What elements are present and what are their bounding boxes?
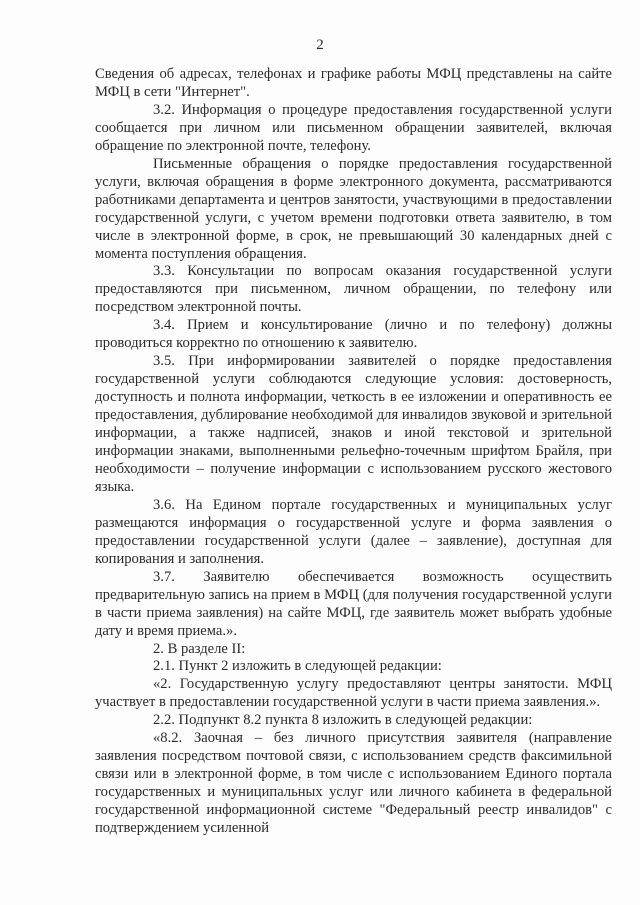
paragraph-3-4: 3.4. Прием и консультирование (лично и по телефону) должны проводиться корректно по отношению к заявителю. (95, 317, 612, 352)
paragraph-3-6: 3.6. На Едином портале государственных и муниципальных услуг размещаются информация о государственной услуге и форма заявления о предоставлении государственной услуги (далее – заявление), доступная для копирования и заполнения. (95, 496, 612, 567)
paragraph-item-2-text: «2. Государственную услугу предоставляют центры занятости. МФЦ участвует в предоставлении государственной услуги в части приема заявления.». (95, 676, 612, 711)
paragraph-3-5: 3.5. При информировании заявителей о порядке предоставления государственной услуги соблюдаются следующие условия: достоверность, доступность и полнота информации, четкость в ее изложении и оперативность ее предоставления, дублирование необходимой для инвалидов звуковой и зрительной информации, а также надписей, знаков и иной текстовой и зрительной информации знаками, выполненными рельефно-точечным шрифтом Брайля, при необходимости – получение информации с использованием русского жестового языка. (95, 353, 612, 495)
paragraph-section-2: 2. В разделе II: (153, 640, 246, 657)
paragraph-3-2: 3.2. Информация о процедуре предоставления государственной услуги сообщается при личном или письменном обращении заявителей, включая обращение по электронной почте, телефону. (95, 101, 612, 154)
paragraph-3-3: 3.3. Консультации по вопросам оказания государственной услуги предоставляются при письменном, личном обращении, по телефону или посредством электронной почты. (95, 263, 612, 316)
document-body (95, 66, 612, 838)
paragraph-written-requests: Письменные обращения о порядке предоставления государственной услуги, включая обращения в форме электронного документа, рассматриваются работниками департамента и центров занятости, участвующими в предоставлении государственной услуги, с учетом времени подготовки ответа заявителю, в том числе в электронной форме, в срок, не превышающий 30 календарных дней с момента поступления обращения. (95, 155, 612, 262)
paragraph-2-1: 2.1. Пункт 2 изложить в следующей редакции: (153, 658, 442, 675)
paragraph-2-2: 2.2. Подпункт 8.2 пункта 8 изложить в следующей редакции: (153, 712, 533, 729)
paragraph-8-2-text: «8.2. Заочная – без личного присутствия заявителя (направление заявления посредством почтовой связи, с использованием средств факсимильной связи или в электронной форме, в том числе с использованием Единого портала государственных и муниципальных услуг или личного кабинета в федеральной государственной информационной системе "Федеральный реестр инвалидов" с подтверждением усиленной (95, 730, 612, 837)
paragraph-3-7: 3.7. Заявителю обеспечивается возможность осуществить предварительную запись на прием в МФЦ (для получения государственной услуги в части приема заявления) на сайте МФЦ, где заявитель может выбрать удобные дату и время приема.». (95, 568, 612, 639)
paragraph-mfc-info: Сведения об адресах, телефонах и графике работы МФЦ представлены на сайте МФЦ в сети "Интернет". (95, 66, 612, 100)
page-number: 2 (316, 37, 324, 53)
